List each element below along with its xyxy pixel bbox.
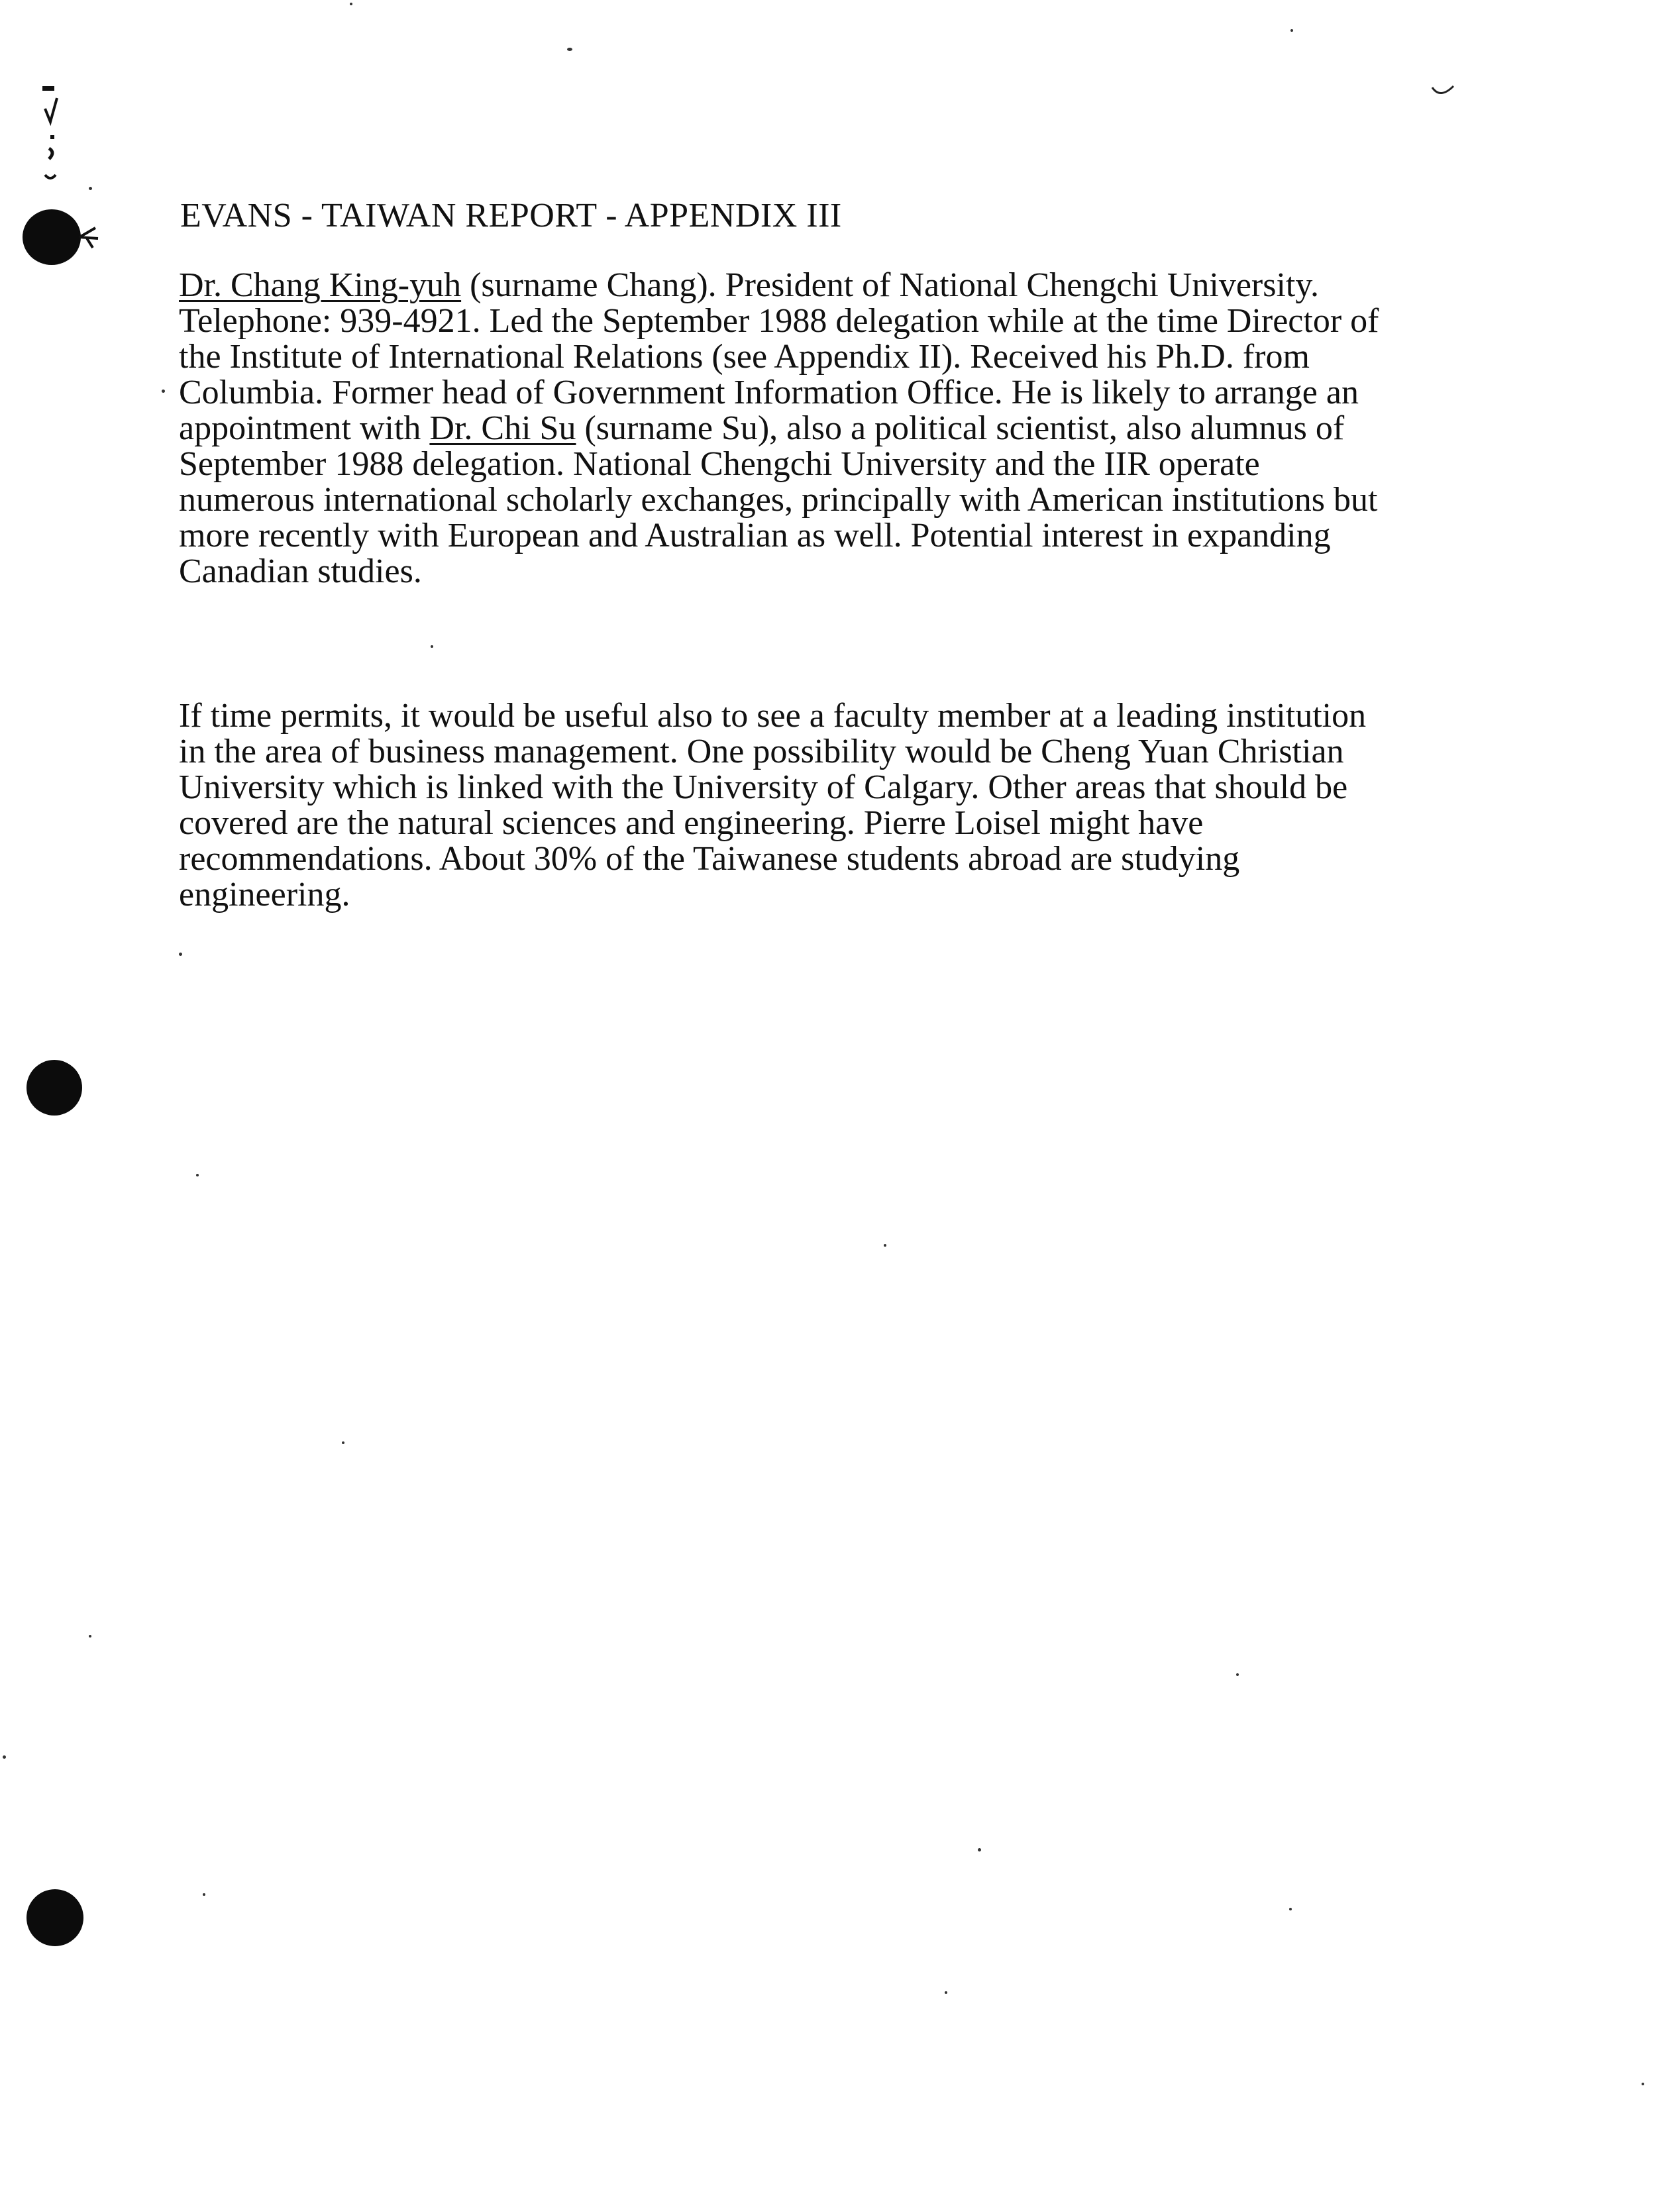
punch-hole-icon: [26, 1060, 82, 1116]
paragraph-line: Dr. Chang King-yuh (surname Chang). President of National Chengchi University.: [179, 266, 1319, 304]
scan-speck: [945, 1991, 947, 1994]
scan-speck: [1289, 1908, 1292, 1910]
scan-speck: [89, 1635, 91, 1638]
paragraph-line: University which is linked with the University of Calgary. Other areas that should be: [179, 768, 1348, 806]
scan-speck: [342, 1441, 344, 1444]
scan-speck: [567, 48, 572, 51]
punch-hole-icon: [23, 209, 81, 265]
scan-speck: [3, 1755, 6, 1759]
punch-hole-icon: [26, 1889, 83, 1946]
paragraph-line: more recently with European and Australian as well. Potential interest in expanding: [179, 517, 1331, 554]
person-name-underlined: Dr. Chang King-yuh: [179, 266, 462, 304]
paragraph-line: Canadian studies.: [179, 552, 422, 590]
person-name-underlined: Dr. Chi Su: [429, 409, 576, 447]
paragraph-line: September 1988 delegation. National Chengchi University and the IIR operate: [179, 445, 1260, 483]
scan-speck: [884, 1244, 886, 1247]
paragraph-chang-king-yuh: [179, 268, 1504, 590]
document-title: EVANS - TAIWAN REPORT - APPENDIX III: [180, 197, 842, 234]
paragraph-line: Telephone: 939-4921. Led the September 1988 delegation while at the time Director of: [179, 302, 1379, 340]
scan-speck: [89, 187, 92, 190]
paragraph-business-management: [179, 698, 1504, 913]
paragraph-line: in the area of business management. One possibility would be Cheng Yuan Christian: [179, 733, 1344, 770]
scan-speck: [179, 953, 182, 956]
scan-speck: [162, 390, 165, 393]
scan-speck: [431, 645, 433, 648]
scan-speck: [1236, 1673, 1239, 1676]
paragraph-line: Columbia. Former head of Government Information Office. He is likely to arrange an: [179, 374, 1359, 411]
paragraph-line: If time permits, it would be useful also to see a faculty member at a leading institution: [179, 697, 1367, 735]
paragraph-line: the Institute of International Relations (see Appendix II). Received his Ph.D. from: [179, 338, 1310, 376]
paragraph-line: numerous international scholarly exchanges, principally with American institutions but: [179, 481, 1378, 519]
paragraph-line: engineering.: [179, 876, 350, 913]
paragraph-line: appointment with Dr. Chi Su (surname Su), also a political scientist, also alumnus of: [179, 409, 1345, 447]
check-mark-icon: [1431, 85, 1455, 98]
margin-mark-icon: [38, 79, 65, 185]
paragraph-line: recommendations. About 30% of the Taiwanese students abroad are studying: [179, 840, 1240, 878]
scan-speck: [1642, 2083, 1644, 2085]
scan-speck: [1290, 29, 1293, 32]
scan-speck: [350, 3, 352, 5]
scan-speck: [203, 1893, 205, 1896]
hole-tear-icon: [78, 224, 105, 250]
scan-speck: [978, 1848, 981, 1851]
scan-speck: [196, 1174, 199, 1176]
paragraph-line: covered are the natural sciences and engineering. Pierre Loisel might have: [179, 804, 1204, 842]
